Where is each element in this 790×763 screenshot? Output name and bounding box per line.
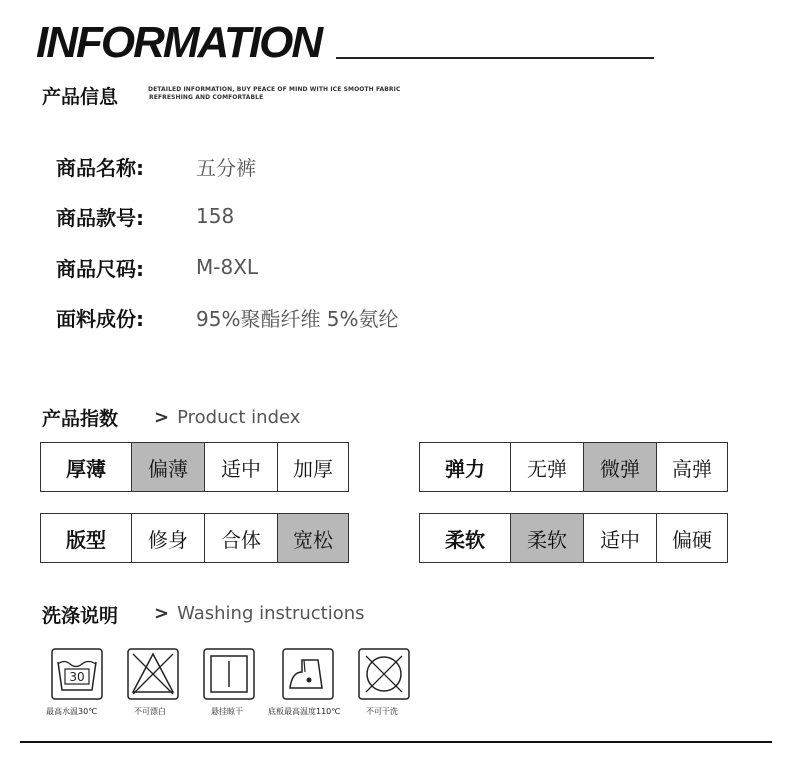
chevron-right-icon: > (154, 407, 170, 428)
index-option-selected: 微弹 (583, 443, 656, 491)
section-title-washing: 洗涤说明 (42, 605, 119, 627)
chevron-right-icon: > (154, 603, 170, 624)
info-row-fabric (56, 304, 399, 330)
info-row-style-number (56, 203, 234, 229)
no-dry-clean-icon (358, 648, 410, 700)
title-divider (336, 57, 654, 59)
index-table-header: 版型 (41, 514, 131, 562)
index-option: 修身 (131, 514, 204, 562)
wash-label: 不可漂白 (134, 707, 166, 716)
info-label: 商品尺码: (56, 256, 144, 281)
info-value: 95%聚酯纤维 5%氨纶 (196, 306, 399, 331)
index-table-elasticity (419, 442, 728, 492)
section-title-product-index: 产品指数 (42, 408, 119, 430)
wash-label: 最高水温30℃ (46, 707, 98, 716)
index-option: 偏硬 (656, 514, 727, 562)
index-option: 合体 (204, 514, 277, 562)
wash-label: 悬挂晾干 (211, 707, 243, 716)
section-subtitle-text: Washing instructions (177, 603, 365, 624)
section-subtitle-product-index (154, 407, 300, 428)
info-row-name (56, 153, 256, 179)
header-subtitle-line1: DETAILED INFORMATION, BUY PEACE OF MIND WITH ICE SMOOTH FABRIC (148, 86, 401, 93)
wash-temperature: 30 (69, 670, 85, 684)
wash-label: 不可干洗 (366, 707, 398, 716)
section-title-product-info: 产品信息 (42, 86, 119, 108)
index-option-selected: 柔软 (510, 514, 583, 562)
hang-dry-icon (203, 648, 255, 700)
info-label: 商品名称: (56, 155, 144, 180)
index-option: 高弹 (656, 443, 727, 491)
wash-30-icon (51, 648, 103, 700)
index-option-selected: 宽松 (277, 514, 348, 562)
index-table-thickness (40, 442, 349, 492)
index-table-header: 厚薄 (41, 443, 131, 491)
index-table-header: 弹力 (420, 443, 510, 491)
info-label: 商品款号: (56, 205, 144, 230)
section-subtitle-text: Product index (177, 407, 301, 428)
index-option: 适中 (204, 443, 277, 491)
info-row-size (56, 254, 258, 280)
index-option: 适中 (583, 514, 656, 562)
no-bleach-icon (127, 648, 179, 700)
page-title: INFORMATION (36, 18, 322, 67)
wash-label: 底板最高温度110℃ (268, 707, 341, 716)
info-value: M-8XL (196, 255, 259, 279)
index-option: 加厚 (277, 443, 348, 491)
index-table-header: 柔软 (420, 514, 510, 562)
index-table-fit (40, 513, 349, 563)
index-option: 无弹 (510, 443, 583, 491)
section-subtitle-washing (154, 603, 365, 624)
header-subtitle-line2: REFRESHING AND COMFORTABLE (149, 94, 264, 101)
index-option-selected: 偏薄 (131, 443, 204, 491)
info-value: 五分裤 (196, 155, 256, 180)
info-label: 面料成份: (56, 306, 144, 331)
iron-110-icon (282, 648, 334, 700)
info-value: 158 (196, 204, 235, 228)
header-subtitle (148, 86, 400, 102)
index-table-softness (419, 513, 728, 563)
bottom-divider (20, 741, 772, 743)
